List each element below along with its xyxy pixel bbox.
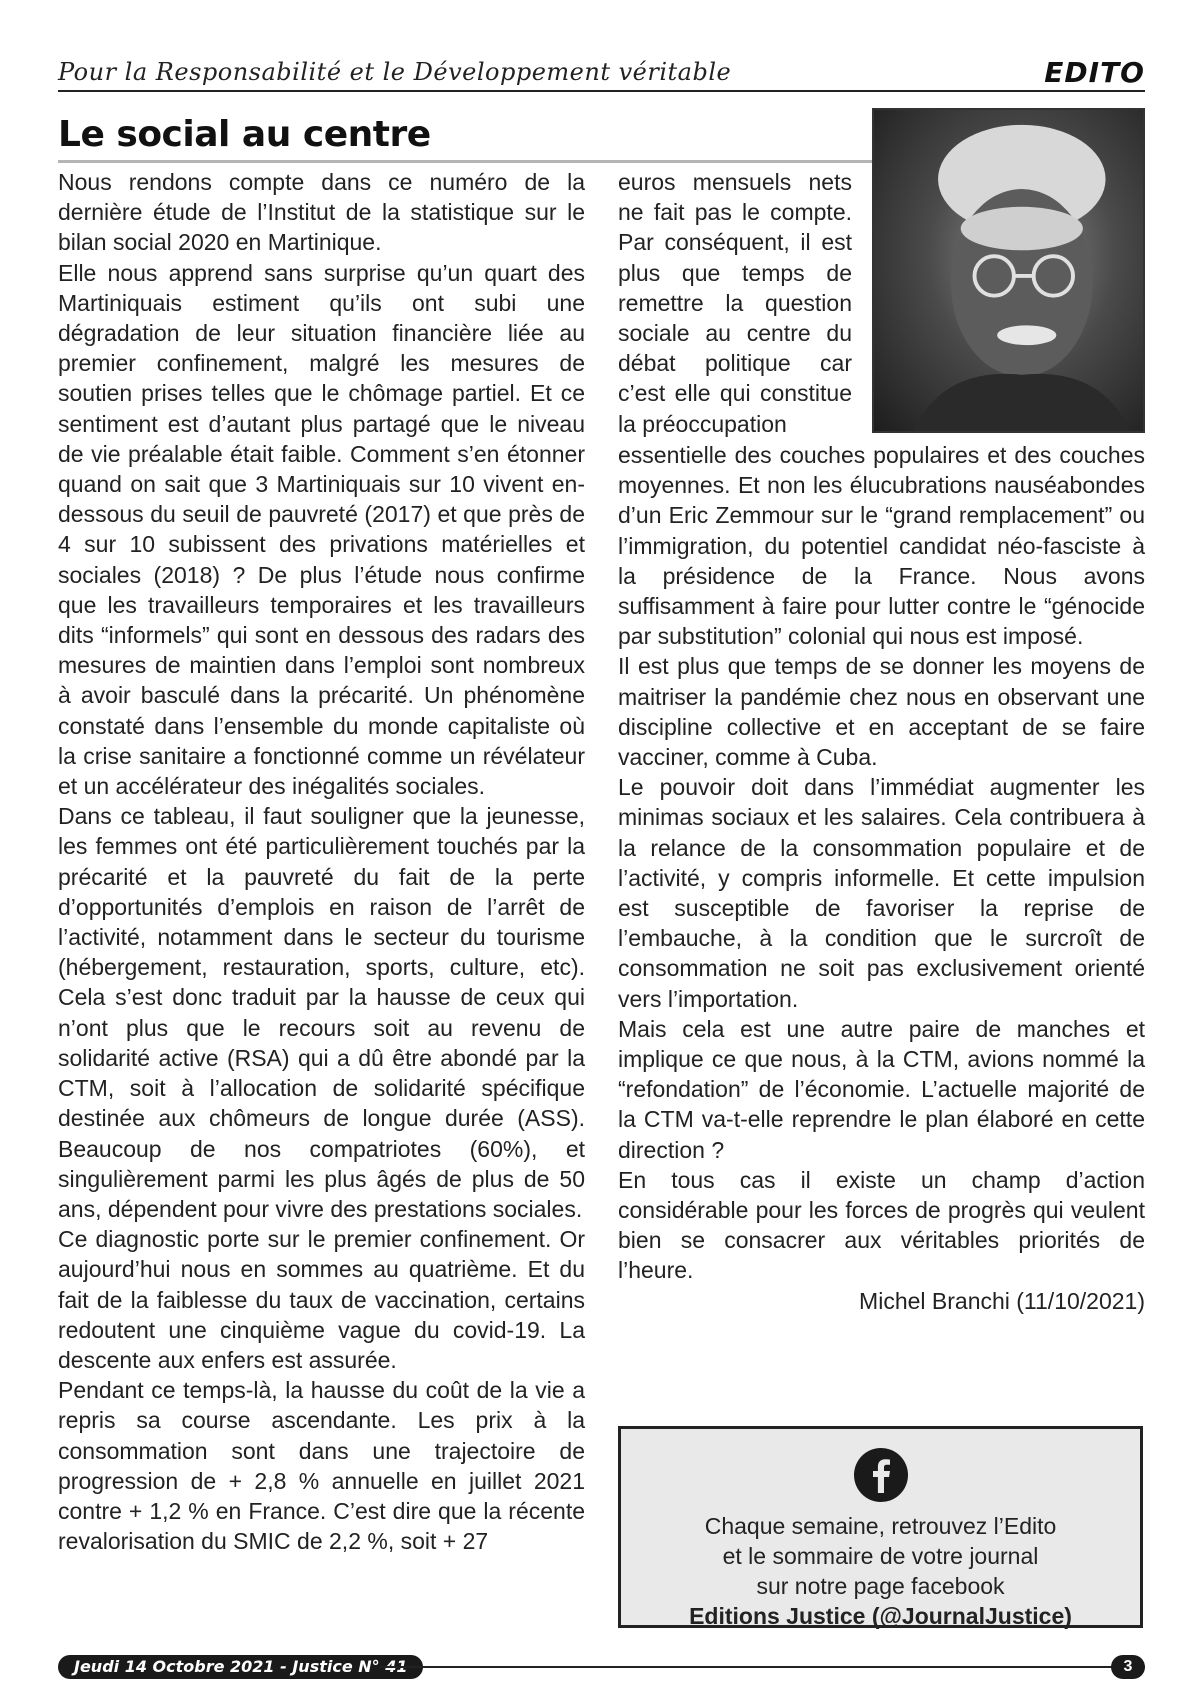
header-divider (58, 90, 1145, 92)
header-tagline: Pour la Responsabilité et le Développement véritable (58, 58, 732, 86)
paragraph: euros mensuels nets ne fait pas le compte. Par conséquent, il est plus que temps de remettre la question sociale au centre du débat politique car c’est elle qui constitue la préoccupation (618, 169, 852, 437)
facebook-handle[interactable]: Editions Justice (@JournalJustice) (689, 1603, 1072, 1629)
paragraph: Le pouvoir doit dans l’immédiat augmenter les minimas sociaux et les salaires. Cela contribuera à la relance de la consommation populaire et de l’activité, y compris informelle. Et cette impulsion est susceptible de favoriser la reprise de l’embauche, à la condition que le surcroît de consommation ne soit pas exclusivement orienté vers l’importation. (618, 774, 1145, 1012)
page-number: 3 (1111, 1655, 1145, 1679)
promo-line: Chaque semaine, retrouvez l’Edito (704, 1513, 1057, 1539)
right-column (618, 440, 1145, 1316)
author-portrait (872, 108, 1145, 433)
paragraph: Il est plus que temps de se donner les moyens de maitriser la pandémie chez nous en observant une discipline collective et en acceptant de se faire vacciner, comme à Cuba. (618, 653, 1145, 771)
paragraph: Dans ce tableau, il faut souligner que la jeunesse, les femmes ont été particulièrement touchés par la précarité et la pauvreté du fait de la perte d’opportunités d’emplois en raison de l’arrêt de l’activité, notamment dans le secteur du tourisme (hébergement, restauration, sports, culture, etc). Cela s’est donc traduit par la hausse de ceux qui n’ont plus que le recours soit au revenu de solidarité active (RSA) qui a dû être abondé par la CTM, soit à l’allocation de solidarité spécifique destinée aux chômeurs de longue durée (ASS). Beaucoup de nos compatriotes (60%), et singulièrement parmi les plus âgés de plus de 50 ans, dépendent pour vivre des prestations sociales. (58, 803, 585, 1222)
paragraph: Mais cela est une autre paire de manches et implique ce que nous, à la CTM, avions nommé la “refondation” de l’économie. L’actuelle majorité de la CTM va-t-elle reprendre le plan élaboré en cette direction ? (618, 1015, 1145, 1163)
promo-line: et le sommaire de votre journal (722, 1543, 1039, 1569)
paragraph: En tous cas il existe un champ d’action considérable pour les forces de progrès qui veulent bien se consacrer aux véritables priorités de l’heure. (618, 1166, 1145, 1284)
paragraph: Elle nous apprend sans surprise qu’un quart des Martiniquais estiment qu’ils ont subi une dégradation de leur situation financière liée au premier confinement, malgré les mesures de soutien prises telles que le chômage partiel. Et ce sentiment est d’autant plus partagé que le niveau de vie préalable était faible. Comment s’en étonner quand on sait que 3 Martiniquais sur 10 vivent en-dessous du seuil de pauvreté (2017) et que près de 4 sur 10 subissent des privations matérielles et sociales (2018) ? De plus l’étude nous confirme que les travailleurs temporaires et les travailleurs dits “informels” qui sont en dessous des radars des mesures de maintien dans l’emploi sont nombreux à avoir basculé dans la précarité. Un phénomène constaté dans l’ensemble du monde capitaliste où la crise sanitaire a fonctionné comme un révélateur et un accélérateur des inégalités sociales. (58, 259, 585, 800)
portrait-illustration (874, 110, 1143, 431)
promo-line: sur notre page facebook (756, 1573, 1005, 1599)
facebook-promo-box (618, 1426, 1143, 1628)
author-signature: Michel Branchi (11/10/2021) (859, 1287, 1145, 1314)
facebook-icon[interactable] (853, 1447, 909, 1503)
issue-date-badge: Jeudi 14 Octobre 2021 - Justice N° 41 (58, 1655, 423, 1679)
paragraph: essentielle des couches populaires et des couches moyennes. Et non les élucubrations nauséabondes d’un Eric Zemmour sur le “grand remplacement” ou l’immigration, du potentiel candidat néo-fasciste à la présidence de la France. Nous avons suffisamment à faire pour lutter contre le “génocide par substitution” colonial qui nous est imposé. (618, 442, 1145, 650)
article-title: Le social au centre (58, 114, 431, 155)
title-underline (58, 160, 873, 163)
paragraph: Pendant ce temps-là, la hausse du coût de la vie a repris sa course ascendante. Les prix à la consommation sont dans une trajectoire de progression de + 2,8 % annuelle en juillet 2021 contre + 1,2 % en France. C’est dire que la récente revalorisation du SMIC de 2,2 %, soit + 27 (58, 1377, 585, 1555)
paragraph: Ce diagnostic porte sur le premier confinement. Or aujourd’hui nous en sommes au quatrième. Et du fait de la faiblesse du taux de vaccination, certains redoutent une cinquième vague du covid-19. La descente aux enfers est assurée. (58, 1226, 585, 1373)
right-column-top (618, 167, 852, 439)
paragraph: Nous rendons compte dans ce numéro de la dernière étude de l’Institut de la statistique sur le bilan social 2020 en Martinique. (58, 169, 585, 256)
footer-divider (380, 1666, 1145, 1668)
section-label: EDITO (1044, 56, 1145, 89)
left-column (58, 167, 585, 1556)
